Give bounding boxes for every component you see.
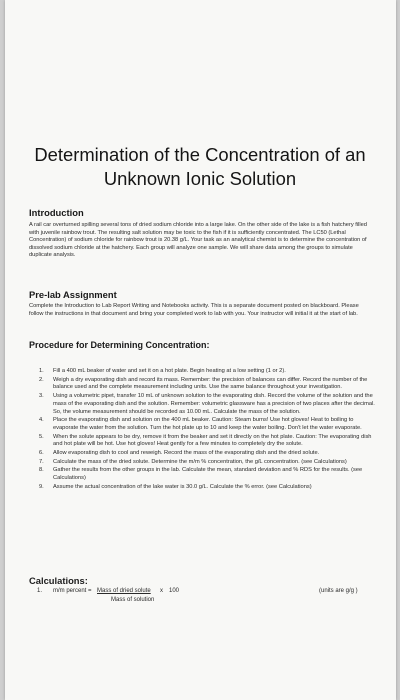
formula-numerator: Mass of dried solute xyxy=(97,588,151,594)
procedure-step: 1. Fill a 400 mL beaker of water and set it on a hot plate. Begin heating at a low setting (1 or 2). xyxy=(39,368,286,374)
formula-units: (units are g/g ) xyxy=(319,588,358,594)
prelab-heading: Pre-lab Assignment xyxy=(29,289,117,300)
procedure-step: 7. Calculate the mass of the dried solute. Determine the m/m % concentration, the g/L concentration. (see Calculations) xyxy=(39,458,347,465)
formula-times: x xyxy=(160,588,163,594)
procedure-step: 2. Weigh a dry evaporating dish and record its mass. Remember: the precision of balances can differ. Record the number of the balance used and the complete measurement including units. Use the same balance throughout your investigation. xyxy=(39,376,368,391)
introduction-heading: Introduction xyxy=(29,207,84,218)
mm-percent-formula xyxy=(37,588,357,614)
procedure-step: 8. Gather the results from the other groups in the lab. Calculate the mean, standard deviation and % RDS for the results. (see Calculations) xyxy=(39,467,363,482)
title-line-2: Unknown Ionic Solution xyxy=(103,168,297,189)
calculations-heading: Calculations: xyxy=(29,575,88,586)
procedure-step: 6. Allow evaporating dish to cool and reweigh. Record the mass of the evaporating dish and the dried solute. xyxy=(39,450,320,457)
title-line-1: Determination of the Concentration of an xyxy=(34,144,366,165)
formula-hundred: 100 xyxy=(169,588,180,594)
introduction-text: A rail car overturned spilling several tons of dried sodium chloride into a large lake. On the other side of the lake is a fish hatchery filled with juvenile rainbow trout. The resulting salt solution may be toxic to the fish if it is sufficiently concentrated. The LC50 (Lethal Concentration) of sodium chloride for rainbow trout is 20.38 g/L. Your task as an analytical chemist is to determine the concentration of dissolved sodium chloride at the hatchery. Each group will analyze one sample. We will share data among the groups to simulate duplicate analysis. xyxy=(29,222,367,259)
formula-denominator: Mass of solution xyxy=(111,597,155,603)
page-title xyxy=(20,143,380,191)
formula-lhs: m/m percent = xyxy=(53,588,92,594)
procedure-step: 5. When the solute appears to be dry, remove it from the beaker and set it directly on the hot plate. Caution: The evaporating dish and hot plate will be hot. Use hot gloves! Heat gently for a few minutes to completely dry the solute. xyxy=(39,433,372,448)
formula-number: 1. xyxy=(37,588,43,594)
procedure-list xyxy=(29,368,375,493)
procedure-step: 4. Place the evaporating dish and solution on the 400 mL beaker. Caution: Steam burns! Use hot gloves! Heat to boiling to evaporate the water from the solution. Turn the hot plate up to 10 and keep the water boiling. Don't let the water evaporate. xyxy=(39,417,362,431)
procedure-heading: Procedure for Determining Concentration: xyxy=(29,340,210,350)
procedure-step: 3. Using a volumetric pipet, transfer 10 mL of unknown solution to the evaporating dish. Record the volume of the solution and the mass of the evaporating dish and the solution. Remember: volumetric glassware has a precision of two places after the decimal. So, the volume measurement should be recorded as 10.00 mL. Calculate the mass of the solution. xyxy=(39,393,375,415)
prelab-text: Complete the Introduction to Lab Report Writing and Notebooks activity. This is a separate document posted on blackboard. Please follow the instructions in that document and bring your completed work to lab with you. Your instructor will initial it at the start of lab. xyxy=(29,303,359,317)
procedure-step: 9. Assume the actual concentration of the lake water is 30.0 g/L. Calculate the % error. (see Calculations) xyxy=(39,483,312,490)
